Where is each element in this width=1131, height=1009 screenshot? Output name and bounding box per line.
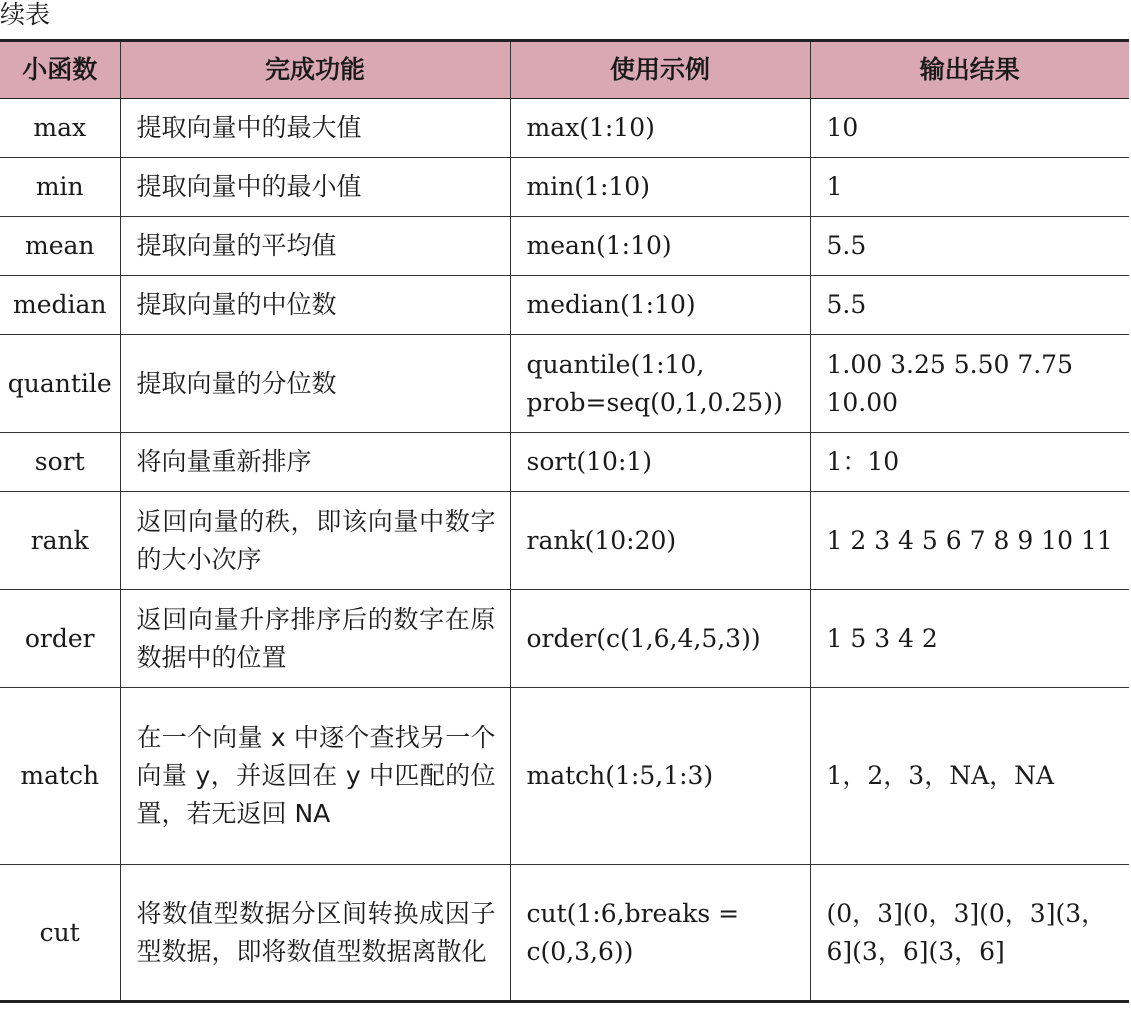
cell-function-name: sort	[0, 433, 120, 492]
cell-function-name: max	[0, 99, 120, 158]
cell-function-name: cut	[0, 865, 120, 1002]
cell-function-name: median	[0, 276, 120, 335]
cell-description: 提取向量的分位数	[120, 335, 510, 433]
cell-description: 返回向量的秩，即该向量中数字的大小次序	[120, 492, 510, 590]
cell-result: 5.5	[810, 217, 1129, 276]
cell-description: 返回向量升序排序后的数字在原数据中的位置	[120, 590, 510, 688]
function-table	[0, 39, 1129, 1003]
table-row	[0, 865, 1129, 1002]
cell-result: 5.5	[810, 276, 1129, 335]
cell-example: match(1:5,1:3)	[510, 688, 810, 865]
cell-description: 将向量重新排序	[120, 433, 510, 492]
cell-result: 10	[810, 99, 1129, 158]
cell-function-name: quantile	[0, 335, 120, 433]
cell-description: 在一个向量 x 中逐个查找另一个向量 y，并返回在 y 中匹配的位置，若无返回 NA	[120, 688, 510, 865]
cell-function-name: order	[0, 590, 120, 688]
table-row	[0, 335, 1129, 433]
cell-example: sort(10:1)	[510, 433, 810, 492]
cell-result: 1.00 3.25 5.50 7.75 10.00	[810, 335, 1129, 433]
table-row	[0, 217, 1129, 276]
header-output: 输出结果	[810, 41, 1129, 99]
cell-function-name: min	[0, 158, 120, 217]
table-header-row	[0, 41, 1129, 99]
cell-result: 1：10	[810, 433, 1129, 492]
cell-example: quantile(1:10, prob=seq(0,1,0.25))	[510, 335, 810, 433]
cell-result: 1	[810, 158, 1129, 217]
cell-description: 提取向量的中位数	[120, 276, 510, 335]
header-example: 使用示例	[510, 41, 810, 99]
table-row	[0, 433, 1129, 492]
cell-description: 提取向量中的最小值	[120, 158, 510, 217]
table-continuation-caption: 续表	[0, 0, 51, 29]
table-row	[0, 158, 1129, 217]
cell-example: rank(10:20)	[510, 492, 810, 590]
cell-result: 1，2，3，NA，NA	[810, 688, 1129, 865]
cell-example: median(1:10)	[510, 276, 810, 335]
cell-example: order(c(1,6,4,5,3))	[510, 590, 810, 688]
cell-function-name: rank	[0, 492, 120, 590]
cell-description: 提取向量的平均值	[120, 217, 510, 276]
table-row	[0, 590, 1129, 688]
header-purpose: 完成功能	[120, 41, 510, 99]
cell-function-name: mean	[0, 217, 120, 276]
cell-example: max(1:10)	[510, 99, 810, 158]
cell-result: 1 2 3 4 5 6 7 8 9 10 11	[810, 492, 1129, 590]
cell-description: 将数值型数据分区间转换成因子型数据，即将数值型数据离散化	[120, 865, 510, 1002]
cell-example: cut(1:6,breaks = c(0,3,6))	[510, 865, 810, 1002]
header-function: 小函数	[0, 41, 120, 99]
cell-example: min(1:10)	[510, 158, 810, 217]
table-row	[0, 688, 1129, 865]
cell-result: 1 5 3 4 2	[810, 590, 1129, 688]
cell-description: 提取向量中的最大值	[120, 99, 510, 158]
cell-result: (0，3](0，3](0，3](3，6](3，6](3，6]	[810, 865, 1129, 1002]
table-row	[0, 492, 1129, 590]
table-row	[0, 276, 1129, 335]
cell-function-name: match	[0, 688, 120, 865]
table-row	[0, 99, 1129, 158]
cell-example: mean(1:10)	[510, 217, 810, 276]
